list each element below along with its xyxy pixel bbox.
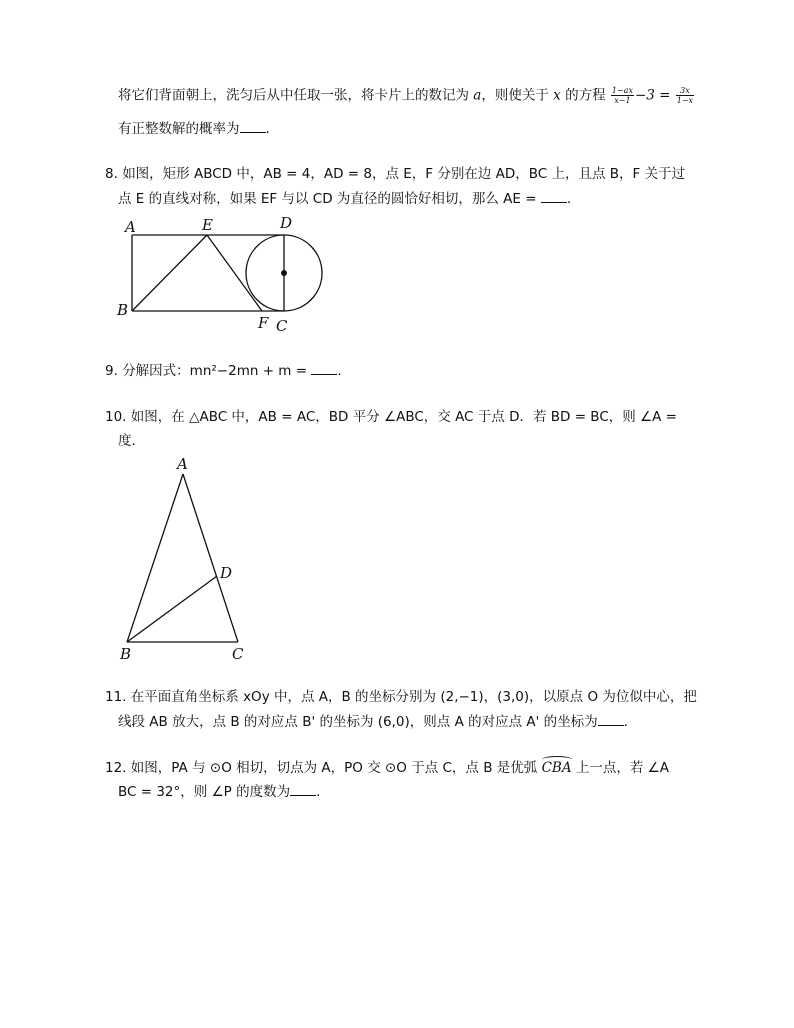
q12-line2 <box>118 783 320 801</box>
q7-fraction-2: $\frac{3x}{1-x}$ <box>676 86 694 105</box>
side-ab <box>127 474 183 642</box>
q10-text-line1: 如图，在 △ABC 中，AB = AC，BD 平分 ∠ABC，交 AC 于点 D．若 BD = BC，则 ∠A = <box>130 409 677 425</box>
label-e: E <box>202 216 213 234</box>
answer-blank[interactable] <box>598 713 624 726</box>
q10-text-line2: 度． <box>118 433 145 449</box>
label-f: F <box>258 314 269 332</box>
q7-line2-text: 有正整数解的概率为 <box>118 121 240 137</box>
answer-blank[interactable] <box>290 783 316 796</box>
question-number: 11. <box>105 689 127 705</box>
q10-line1 <box>105 408 677 426</box>
label-c: C <box>232 645 244 663</box>
answer-blank[interactable] <box>541 190 567 203</box>
q12-text-line1-pre: 如图，PA 与 ⊙O 相切，切点为 A，PO 交 ⊙O 于点 C，点 B 是优弧 <box>130 760 538 776</box>
label-d: D <box>220 564 233 582</box>
q11-text-line1: 在平面直角坐标系 xOy 中，点 A，B 的坐标分别为 (2,−1)，(3,0)，以原点 O 为位似中心，把 <box>130 689 697 705</box>
circle-center <box>281 270 287 276</box>
q7-eq-label: 的方程 <box>565 87 606 104</box>
q7-text: 将它们背面朝上，洗匀后从中任取一张，将卡片上的数记为 <box>118 87 469 104</box>
q10-line2 <box>118 432 145 450</box>
q8-text-line1: 如图，矩形 ABCD 中，AB = 4，AD = 8，点 E，F 分别在边 AD，BC 上，且点 B，F 关于过 <box>122 166 686 182</box>
q7-mid: ，则使关于 <box>481 87 549 104</box>
segment-be <box>132 235 207 311</box>
label-a: A <box>177 455 188 473</box>
q7-var-a: a <box>473 87 482 104</box>
q8-text-line2: 点 E 的直线对称，如果 EF 与以 CD 为直径的圆恰好相切，那么 AE = <box>118 191 537 207</box>
q8-line2 <box>118 190 571 208</box>
q9-period: . <box>337 363 342 379</box>
q11-period: . <box>623 714 628 730</box>
q12-line1 <box>105 759 669 777</box>
q11-line2 <box>118 713 628 731</box>
answer-blank[interactable] <box>311 362 337 375</box>
question-number: 12. <box>105 760 127 776</box>
q7-var-x: x <box>553 87 561 104</box>
q9-text: 分解因式：mn²−2mn + m = <box>122 363 308 379</box>
q12-period: . <box>316 784 321 800</box>
answer-blank[interactable] <box>240 120 266 133</box>
segment-ef <box>207 235 262 311</box>
segment-bd <box>127 576 217 642</box>
q11-line1 <box>105 688 697 706</box>
q11-text-line2: 线段 AB 放大，点 B 的对应点 B' 的坐标为 (6,0)，则点 A 的对应点 A' 的坐标为 <box>118 714 598 730</box>
q8-period: . <box>566 191 572 207</box>
q7-period: . <box>265 121 270 137</box>
q9-line <box>105 362 342 380</box>
q10-triangle-figure <box>110 452 260 667</box>
label-a: A <box>125 218 136 236</box>
q8-rectangle-figure <box>110 212 340 337</box>
question-number: 9. <box>105 363 118 379</box>
q7-line2 <box>118 120 270 138</box>
side-ac <box>183 474 238 642</box>
label-d: D <box>280 214 293 232</box>
question-number: 10. <box>105 409 127 425</box>
question-number: 8. <box>105 166 118 182</box>
q12-text-line2: BC = 32°，则 ∠P 的度数为 <box>118 784 291 800</box>
q12-text-line1-post: 上一点，若 ∠A <box>575 760 670 776</box>
label-b: B <box>120 645 132 663</box>
q7-minus3: −3 = <box>634 87 671 104</box>
label-b: B <box>117 301 129 319</box>
q8-line1 <box>105 165 685 183</box>
q7-line1 <box>118 86 695 105</box>
q7-fraction-1: $\frac{1-ax}{x-1}$ <box>611 86 633 105</box>
q12-arc-cba: CBA <box>541 760 572 776</box>
label-c: C <box>276 317 288 335</box>
